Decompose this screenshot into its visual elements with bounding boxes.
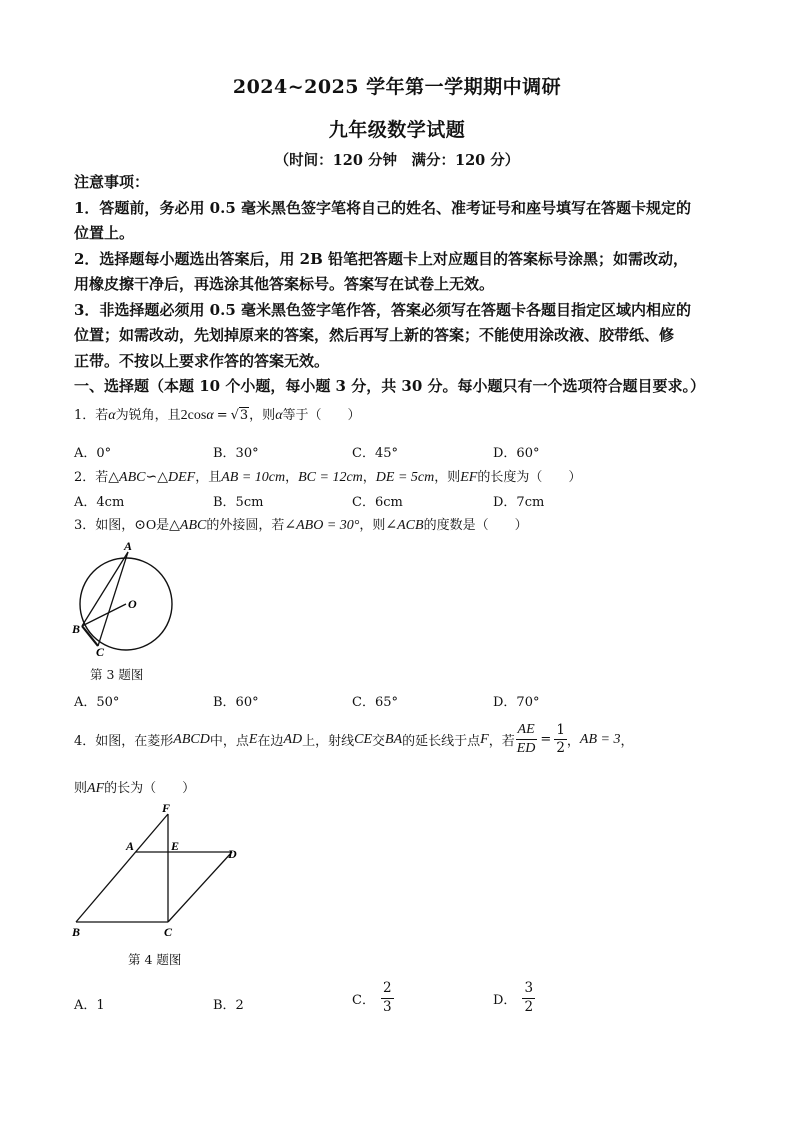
sqrt-sign: √ — [230, 408, 239, 423]
q1-option-a: A．0° — [74, 446, 112, 461]
fraction-one-half: $\frac{1}{2}$ — [556, 721, 565, 756]
notice-line: 1．答题前，务必用 0.5 毫米黑色签字笔将自己的姓名、准考证号和座号填写在答题卡规定的 — [74, 198, 691, 217]
label-b: B — [72, 925, 81, 939]
exam-title: 2024~2025 学年第一学期期中调研 — [232, 76, 562, 98]
fraction-ae-ed: $\frac{AE}{ED}$ — [516, 722, 536, 756]
q3-option-a: A．50° — [74, 695, 120, 710]
q3-figure-caption: 第 3 题图 — [90, 667, 144, 682]
exam-info: （时间：120 分钟 满分：120 分） — [274, 152, 520, 169]
fraction-three-halves: $\frac{3}{2}$ — [524, 980, 534, 1015]
q3-option-b: B．60° — [213, 695, 259, 710]
q2-option-a: A．4cm — [74, 495, 125, 510]
question-2: 2．若△ABC∽△DEF，且AB = 10cm，BC = 12cm，DE = 5cm，则EF的长度为（ ） — [74, 470, 582, 485]
q3-circle-figure — [70, 538, 180, 658]
segment-ac — [98, 552, 128, 646]
q1-option-d: D．60° — [493, 446, 540, 461]
notice-line: 2．选择题每小题选出答案后，用 2B 铅笔把答题卡上对应题目的答案标号涂黑；如需改动， — [74, 249, 689, 268]
question-3: 3．如图，⊙O是△ABC的外接圆，若∠ABO = 30°，则∠ACB的度数是（ ） — [74, 518, 528, 533]
question-4-line2: 则AF的长为（ ） — [74, 781, 196, 796]
notice-line: 用橡皮擦干净后，再选涂其他答案标号。答案写在试卷上无效。 — [74, 275, 495, 293]
label-a: A — [126, 839, 135, 853]
label-a: A — [124, 539, 133, 553]
q2-option-b: B．5cm — [213, 495, 264, 510]
notice-block — [74, 170, 705, 400]
q4-option-c: C． $\frac{2}{3}$ — [352, 980, 392, 1015]
q4-rhombus-figure — [66, 800, 256, 940]
label-c: C — [96, 645, 105, 658]
notice-heading: 注意事项： — [74, 173, 150, 191]
q2-option-c: C．6cm — [352, 495, 403, 510]
notice-line: 正带。不按以上要求作答的答案无效。 — [74, 351, 330, 370]
q2-option-d: D．7cm — [493, 495, 545, 510]
fraction-two-thirds: $\frac{2}{3}$ — [382, 980, 392, 1015]
q4-option-b: B．2 — [213, 998, 244, 1013]
label-d: D — [228, 847, 237, 861]
segment-bc — [82, 626, 98, 646]
q4-option-d: D． $\frac{3}{2}$ — [493, 980, 534, 1015]
q1-option-c: C．45° — [352, 446, 398, 461]
q4-figure-caption: 第 4 题图 — [128, 952, 182, 967]
q3-option-d: D．70° — [493, 695, 540, 710]
notice-line: 位置上。 — [74, 224, 135, 242]
q3-option-c: C．65° — [352, 695, 398, 710]
segment-bf — [76, 814, 168, 922]
label-e: E — [171, 839, 180, 853]
label-f: F — [162, 801, 171, 815]
segment-cd — [168, 852, 232, 922]
exam-subtitle: 九年级数学试题 — [328, 119, 466, 141]
section-heading: 一、选择题（本题 10 个小题，每小题 3 分，共 30 分。每小题只有一个选项符合题目要求。） — [74, 377, 706, 395]
question-1: 1．若α为锐角，且2cosα = √3，则α等于（ ） — [74, 408, 361, 423]
label-b: B — [72, 622, 81, 636]
question-4: 4．如图，在菱形 ABCD 中，点 E 在边 AD 上，射线 CE 交 BA 的延长线于点 F ，若 $\frac{AE}{ED}$ = $\frac{1}{2}$ ， AB = 3 ， — [74, 721, 634, 756]
label-o: O — [128, 597, 137, 611]
label-c: C — [164, 925, 173, 939]
notice-line: 位置；如需改动，先划掉原来的答案，然后再写上新的答案；不能使用涂改液、胶带纸、修 — [74, 326, 675, 344]
q1-option-b: B．30° — [213, 446, 259, 461]
q4-option-a: A．1 — [74, 998, 105, 1013]
notice-line: 3．非选择题必须用 0.5 毫米黑色签字笔作答，答案必须写在答题卡各题目指定区域内相应的 — [74, 300, 691, 319]
